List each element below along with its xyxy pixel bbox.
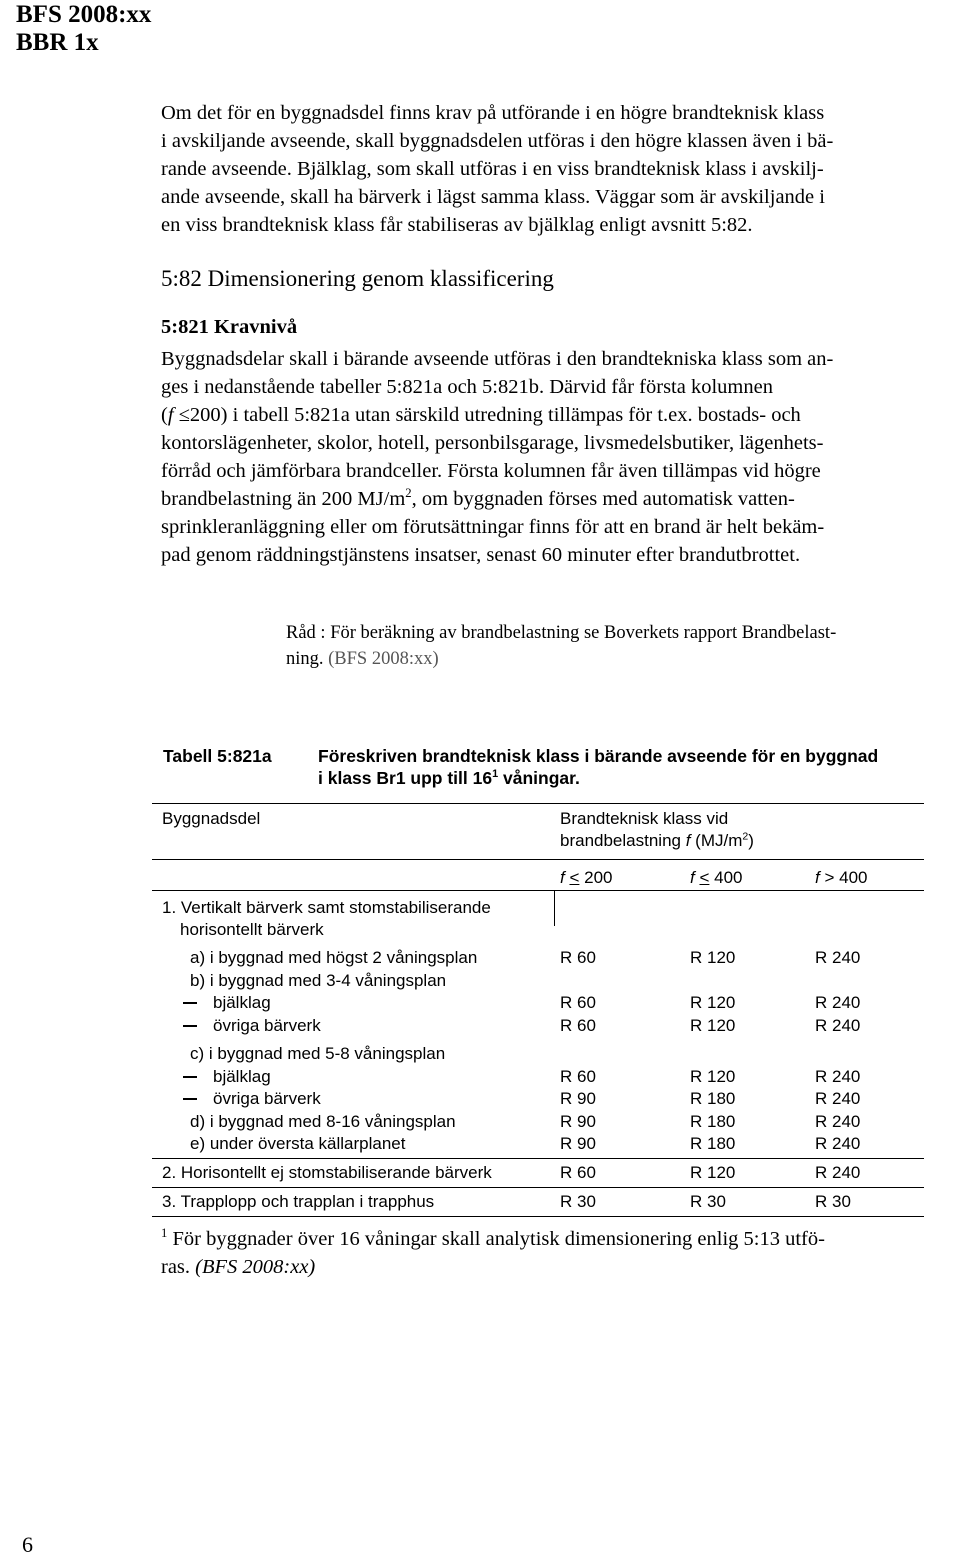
header-text: brandbelastning <box>560 831 686 850</box>
table-header-rule <box>152 859 924 860</box>
paragraph-line: förråd och jämförbara brandceller. Första kolumnen får även tillämpas vid högre <box>161 460 821 482</box>
paragraph-line: ges i nedanstående tabeller 5:821a och 5:821b. Därvid får första kolumnen <box>161 376 773 398</box>
dash-bullet <box>183 1025 197 1027</box>
table-cell: R 240 <box>815 948 861 967</box>
column-header-class <box>560 830 754 852</box>
table-cell: R 30 <box>815 1192 851 1211</box>
less-equal-symbol: ≤ <box>178 404 190 426</box>
row-label-text: övriga bärverk <box>213 1089 321 1108</box>
table-cell: R 90 <box>560 1112 596 1131</box>
table-cell: R 60 <box>560 1067 596 1086</box>
table-row-label <box>183 1088 321 1110</box>
document-code: BFS 2008:xx <box>16 1 152 28</box>
footnote-line <box>161 1225 825 1253</box>
table-cell: R 180 <box>690 1089 736 1108</box>
table-cell: R 30 <box>560 1192 596 1211</box>
table-cell: R 240 <box>815 1067 861 1086</box>
footnote-text: För byggnader över 16 våningar skall analytisk dimensionering enlig 5:13 utfö- <box>167 1228 825 1250</box>
row-label-text: övriga bärverk <box>213 1016 321 1035</box>
fire-load-symbol: f <box>690 868 695 887</box>
paragraph-line: Byggnadsdelar skall i bärande avseende utföras i den brandtekniska klass som an- <box>161 348 834 370</box>
paragraph-line: kontorslägenheter, skolor, hotell, personbilsgarage, livsmedelsbutiker, lägenhets- <box>161 432 824 454</box>
paragraph-line: pad genom räddningstjänstens insatser, senast 60 minuter efter brandutbrottet. <box>161 544 801 566</box>
table-cell: R 60 <box>560 948 596 967</box>
subheader-f-over-400 <box>815 867 867 889</box>
advice-text: ning. <box>286 649 324 669</box>
fire-load-symbol: f <box>167 404 174 426</box>
table-row-label: 1. Vertikalt bärverk samt stomstabiliserande <box>162 898 491 917</box>
fire-load-symbol: f <box>560 868 565 887</box>
dash-bullet <box>183 1076 197 1078</box>
fire-load-symbol: f <box>815 868 820 887</box>
intro-line: rande avseende. Bjälklag, som skall utföras i en viss brandteknisk klass i avskilj- <box>161 158 824 180</box>
column-header-component: Byggnadsdel <box>162 809 261 828</box>
column-divider <box>554 890 555 926</box>
intro-line: en viss brandteknisk klass får stabiliseras av bjälklag enligt avsnitt 5:82. <box>161 214 753 236</box>
table-title: Föreskriven brandteknisk klass i bärande avseende för en byggnad <box>318 746 879 766</box>
table-cell: R 180 <box>690 1134 736 1153</box>
table-cell: R 120 <box>690 1163 736 1182</box>
table-row-label: horisontellt bärverk <box>180 920 324 939</box>
table-bottom-rule <box>152 1216 924 1217</box>
table-row-label: 3. Trapplopp och trapplan i trapphus <box>162 1192 435 1211</box>
table-title-text: i klass Br1 upp till 16 <box>318 768 493 788</box>
dash-bullet <box>183 1098 197 1100</box>
intro-line: Om det för en byggnadsdel finns krav på utförande i en högre brandteknisk klass <box>161 102 825 124</box>
table-cell: R 240 <box>815 1016 861 1035</box>
subsection-heading: 5:821 Kravnivå <box>161 316 298 338</box>
paragraph-text: 200) i tabell 5:821a utan särskild utredning tillämpas för t.ex. bostads- och <box>189 404 801 426</box>
table-row-label: b) i byggnad med 3-4 våningsplan <box>190 971 447 990</box>
amendment-reference: (BFS 2008:xx) <box>328 649 439 669</box>
subheader-f-400 <box>690 867 743 889</box>
table-cell: R 240 <box>815 1112 861 1131</box>
regulation-code: BBR 1x <box>16 29 99 56</box>
subheader-f-200 <box>560 867 613 889</box>
paragraph-text: brandbelastning än 200 MJ/m <box>161 488 406 510</box>
header-text: (MJ/m <box>690 831 743 850</box>
comparison-operator: < <box>699 868 710 887</box>
footnote-line <box>161 1253 315 1281</box>
table-cell: R 60 <box>560 993 596 1012</box>
open-paren: ( <box>161 404 168 426</box>
footnote-marker: 1 <box>161 1226 168 1241</box>
table-row-rule <box>152 1158 924 1159</box>
table-cell: R 120 <box>690 1016 736 1035</box>
table-cell: R 240 <box>815 1089 861 1108</box>
paragraph-line <box>161 485 795 513</box>
table-row-label: e) under översta källarplanet <box>190 1134 406 1153</box>
intro-line: ande avseende, skall ha bärverk i lägst samma klass. Väggar som är avskiljande i <box>161 186 825 208</box>
table-cell: R 240 <box>815 1163 861 1182</box>
threshold-value: 200 <box>579 868 613 887</box>
threshold-value: 400 <box>839 868 868 887</box>
table-top-rule <box>152 803 924 804</box>
table-cell: R 60 <box>560 1163 596 1182</box>
table-row-label <box>183 992 271 1014</box>
table-cell: R 60 <box>560 1016 596 1035</box>
amendment-reference: (BFS 2008:xx) <box>195 1256 316 1278</box>
table-cell: R 120 <box>690 1067 736 1086</box>
paragraph-line: sprinkleranläggning eller om förutsättningar finns för att en brand är helt bekäm- <box>161 516 825 538</box>
table-row-label: a) i byggnad med högst 2 våningsplan <box>190 948 478 967</box>
table-subheader-rule <box>152 890 924 891</box>
row-label-text: bjälklag <box>213 993 271 1012</box>
table-cell: R 30 <box>690 1192 726 1211</box>
threshold-value: 400 <box>709 868 743 887</box>
paragraph-line <box>161 401 801 429</box>
page-number: 6 <box>22 1532 33 1557</box>
table-cell: R 120 <box>690 948 736 967</box>
footnote-text: ras. <box>161 1256 196 1278</box>
intro-line: i avskiljande avseende, skall byggnadsdelen utföras i den högre klassen även i bä- <box>161 130 834 152</box>
table-title <box>318 767 580 789</box>
table-label: Tabell 5:821a <box>163 746 272 766</box>
comparison-operator: < <box>569 868 580 887</box>
paragraph-text: , om byggnaden förses med automatisk vatten- <box>411 488 795 510</box>
column-header-class: Brandteknisk klass vid <box>560 809 729 828</box>
superscript: 2 <box>742 830 749 843</box>
row-label-text: bjälklag <box>213 1067 271 1086</box>
table-cell: R 90 <box>560 1089 596 1108</box>
section-heading: 5:82 Dimensionering genom klassificering <box>161 266 554 291</box>
advice-line <box>286 646 439 672</box>
table-row-label <box>183 1015 321 1037</box>
header-text: ) <box>748 831 754 850</box>
table-row-label: d) i byggnad med 8-16 våningsplan <box>190 1112 456 1131</box>
table-cell: R 180 <box>690 1112 736 1131</box>
superscript: 2 <box>405 486 412 501</box>
footnote-marker: 1 <box>492 768 499 781</box>
table-cell: R 90 <box>560 1134 596 1153</box>
table-cell: R 240 <box>815 1134 861 1153</box>
table-row-label: 2. Horisontellt ej stomstabiliserande bärverk <box>162 1163 492 1182</box>
fire-load-symbol: f <box>685 831 691 850</box>
table-cell: R 120 <box>690 993 736 1012</box>
advice-line: Råd : För beräkning av brandbelastning se Boverkets rapport Brandbelast- <box>286 623 837 643</box>
comparison-operator: > <box>819 868 840 887</box>
table-row-label: c) i byggnad med 5-8 våningsplan <box>190 1044 446 1063</box>
table-title-text: våningar. <box>498 768 580 788</box>
table-cell: R 240 <box>815 993 861 1012</box>
dash-bullet <box>183 1002 197 1004</box>
table-row-label <box>183 1066 271 1088</box>
table-row-rule <box>152 1187 924 1188</box>
